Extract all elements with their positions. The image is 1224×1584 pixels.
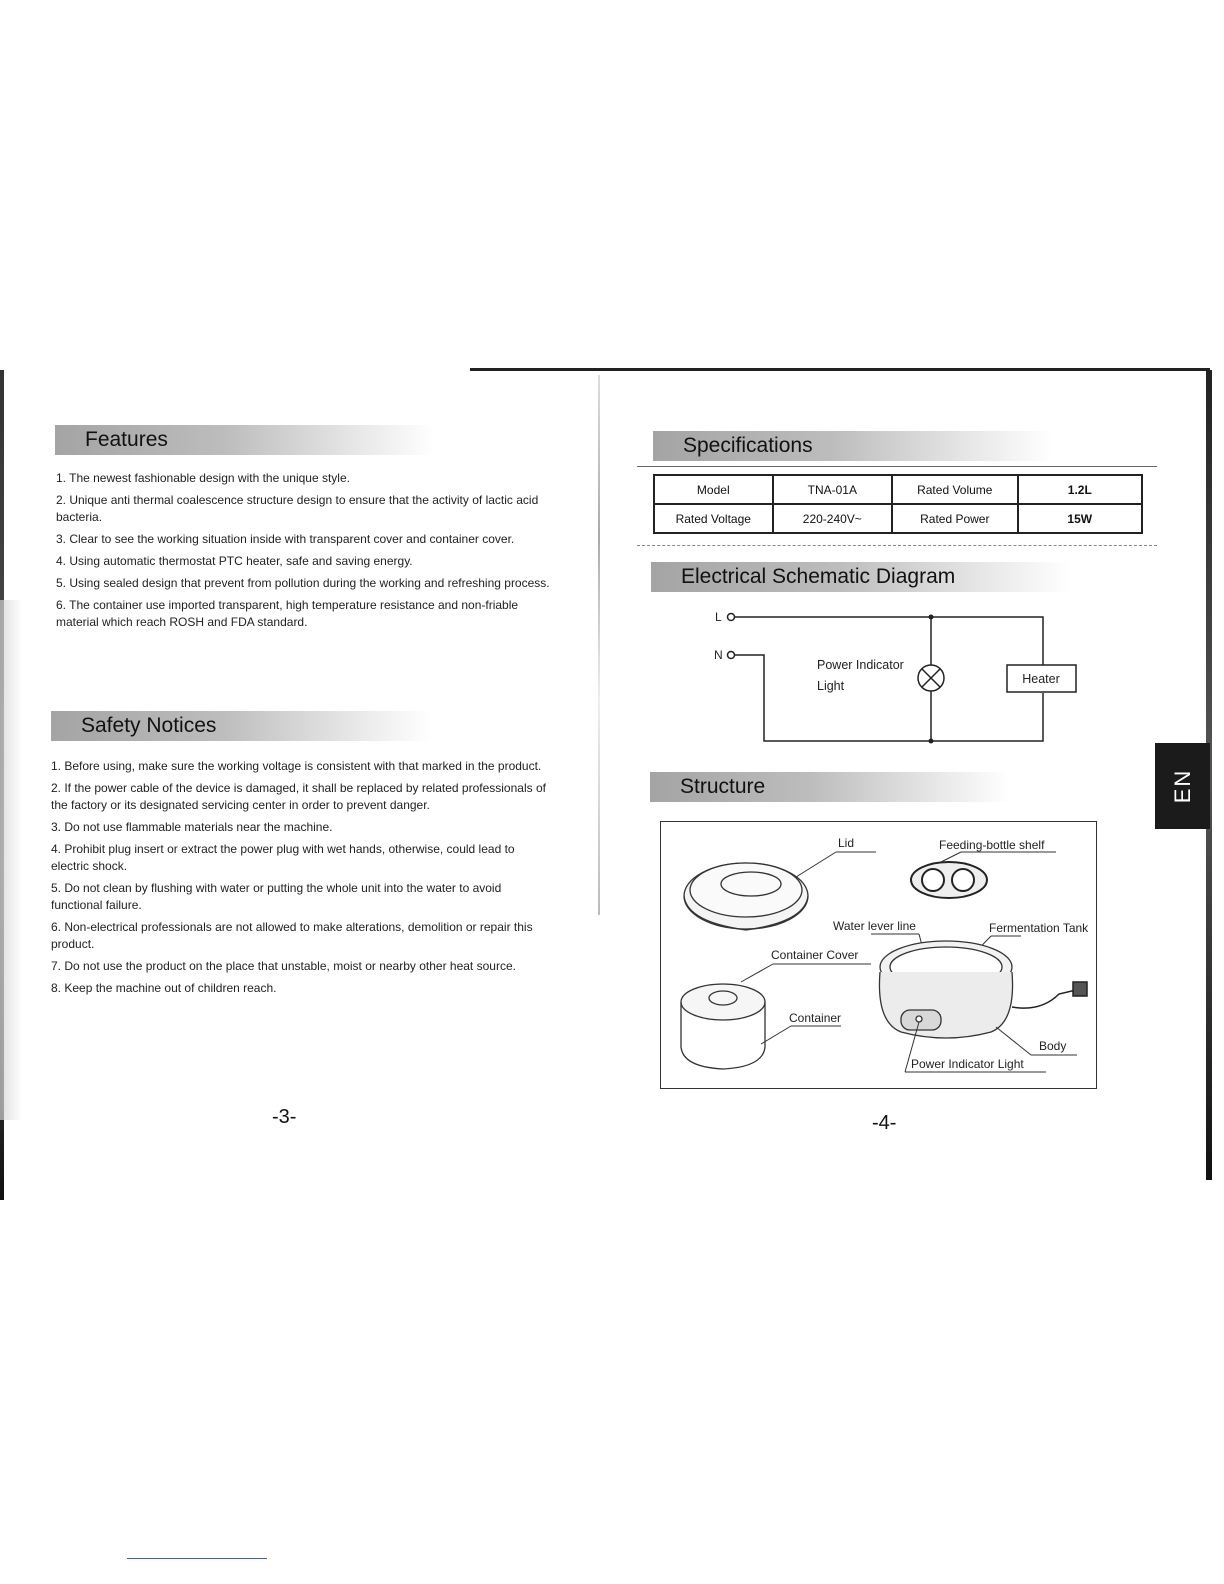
- structure-title: Structure: [680, 775, 766, 798]
- terminal-n-label: N: [714, 648, 723, 662]
- structure-header: [650, 772, 1010, 802]
- list-item: 6. Non-electrical professionals are not allowed to make alterations, demolition or repair this product.: [51, 920, 533, 951]
- list-item: 3. Clear to see the working situation inside with transparent cover and container cover.: [56, 532, 515, 546]
- power-light-label: Power Indicator Light: [911, 1057, 1024, 1071]
- page-edge-top: [470, 368, 1210, 371]
- container-cover-label: Container Cover: [771, 948, 859, 962]
- table-cell: 15W: [1018, 504, 1142, 533]
- water-line-label: Water lever line: [833, 919, 916, 933]
- list-item: 4. Prohibit plug insert or extract the power plug with wet hands, otherwise, could lead to electric shock.: [51, 842, 515, 873]
- list-item: 1. Before using, make sure the working voltage is consistent with that marked in the product.: [51, 759, 542, 773]
- container-illustration: [681, 984, 765, 1069]
- specifications-title: Specifications: [683, 434, 813, 457]
- schematic-header: [651, 562, 1071, 592]
- safety-list: [51, 758, 546, 1002]
- features-title: Features: [85, 428, 168, 451]
- table-cell: Rated Volume: [892, 475, 1018, 504]
- terminal-n: [728, 652, 735, 659]
- list-item: 1. The newest fashionable design with the unique style.: [56, 471, 350, 485]
- language-tab-label: EN: [1169, 768, 1195, 804]
- yogurt-maker-body-illustration: [879, 941, 1012, 1038]
- schematic-title: Electrical Schematic Diagram: [681, 565, 956, 588]
- lid-illustration: [684, 863, 808, 930]
- junction-dot: [929, 615, 934, 620]
- features-header: [55, 425, 435, 455]
- table-row: [654, 504, 1142, 533]
- scan-shadow: [0, 600, 22, 1120]
- list-item: 5. Using sealed design that prevent from pollution during the working and refreshing process.: [56, 576, 550, 590]
- body-label: Body: [1039, 1039, 1067, 1053]
- specifications-header: [653, 431, 1053, 461]
- table-cell: 1.2L: [1018, 475, 1142, 504]
- list-item: 2. If the power cable of the device is damaged, it shall be replaced by related professionals of the factory or its designated servicing center in order to prevent danger.: [51, 781, 546, 812]
- page-number-left: -3-: [272, 1106, 297, 1128]
- indicator-label-line1: Power Indicator: [817, 658, 904, 672]
- list-item: 5. Do not clean by flushing with water or putting the whole unit into the water to avoid functional failure.: [51, 881, 502, 912]
- list-item: 8. Keep the machine out of children reach.: [51, 981, 277, 995]
- table-cell: Rated Power: [892, 504, 1018, 533]
- table-cell: TNA-01A: [773, 475, 893, 504]
- table-row: [654, 475, 1142, 504]
- list-item: 6. The container use imported transparent, high temperature resistance and non-friable material which reach ROSH and FDA standard.: [56, 598, 519, 629]
- table-cell: 220-240V~: [773, 504, 893, 533]
- safety-header: [51, 711, 431, 741]
- indicator-label-line2: Light: [817, 679, 845, 693]
- book-spine: [598, 375, 600, 915]
- electrical-schematic: [700, 605, 1100, 755]
- list-item: 3. Do not use flammable materials near the machine.: [51, 820, 333, 834]
- feeding-shelf-label: Feeding-bottle shelf: [939, 838, 1045, 852]
- junction-dot: [929, 739, 934, 744]
- terminal-l-label: L: [715, 610, 722, 624]
- structure-diagram: [661, 822, 1098, 1090]
- fermentation-tank-label: Fermentation Tank: [989, 921, 1089, 935]
- list-item: 7. Do not use the product on the place that unstable, moist or nearby other heat source.: [51, 959, 516, 973]
- list-item: 4. Using automatic thermostat PTC heater, safe and saving energy.: [56, 554, 413, 568]
- underline-mark: [127, 1558, 267, 1559]
- table-cell: Model: [654, 475, 773, 504]
- indicator-lamp-icon: [918, 665, 944, 691]
- language-tab: [1155, 743, 1210, 829]
- feeding-shelf-illustration: [911, 862, 987, 898]
- heater-label: Heater: [1022, 672, 1060, 686]
- power-plug-icon: [1012, 982, 1087, 1008]
- spec-table: [653, 474, 1143, 534]
- list-item: 2. Unique anti thermal coalescence structure design to ensure that the activity of lactic acid bacteria.: [56, 493, 539, 524]
- terminal-l: [728, 614, 735, 621]
- safety-title: Safety Notices: [81, 714, 217, 737]
- features-list: [56, 470, 551, 636]
- lid-label: Lid: [838, 836, 855, 850]
- page-number-right: -4-: [872, 1112, 897, 1134]
- table-cell: Rated Voltage: [654, 504, 773, 533]
- structure-figure: [660, 821, 1097, 1089]
- container-label: Container: [789, 1011, 842, 1025]
